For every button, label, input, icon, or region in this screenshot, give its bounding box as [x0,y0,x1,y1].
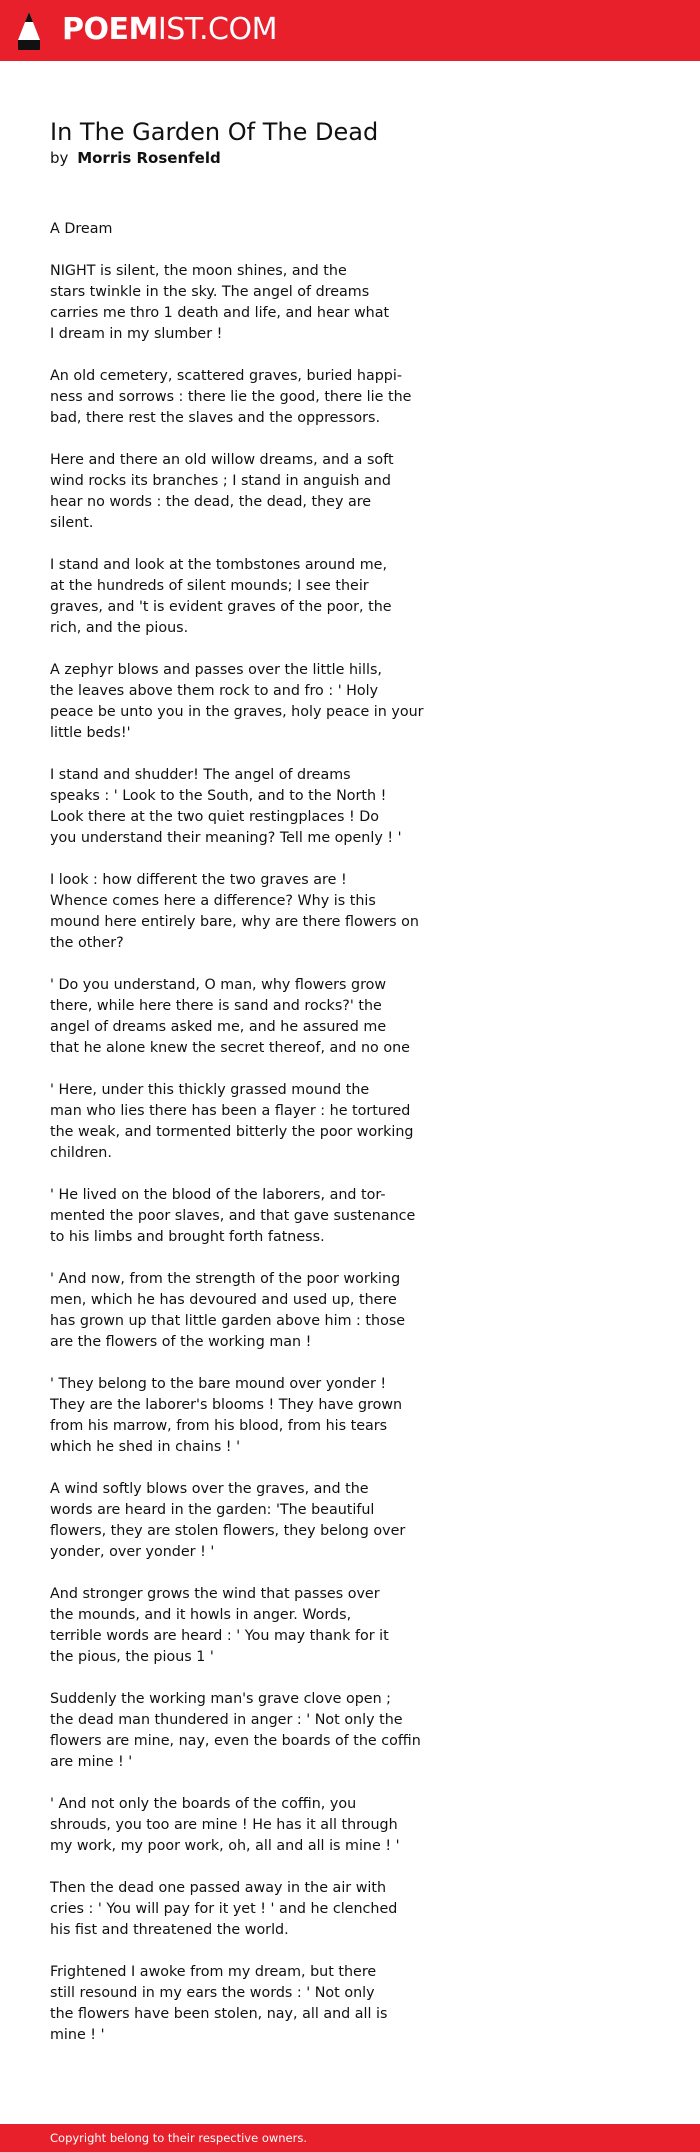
poem-line: I stand and look at the tombstones around me, [50,557,387,573]
copyright-notice: Copyright belong to their respective owners. [50,2131,308,2145]
poem-line: ' They belong to the bare mound over yonder ! [50,1376,387,1392]
poem-line: the leaves above them rock to and fro : ' Holy [50,683,379,699]
poem-line: at the hundreds of silent mounds; I see their [50,578,369,594]
poem-line: mine ! ' [50,2027,105,2043]
site-footer [0,2124,700,2152]
poem-title: In The Garden Of The Dead [50,118,379,146]
poem-line: to his limbs and brought forth fatness. [50,1229,325,1245]
stanza [50,1374,430,1458]
poem-line: I dream in my slumber ! [50,326,223,342]
poem-line: yonder, over yonder ! ' [50,1544,215,1560]
stanza [50,450,430,534]
poem-line: the other? [50,935,124,951]
pencil-logo-icon[interactable] [16,10,42,52]
stanza [50,1269,430,1353]
poem-line: men, which he has devoured and used up, there [50,1292,397,1308]
poem-line: A zephyr blows and passes over the little hills, [50,662,382,678]
poem-line: are mine ! ' [50,1754,133,1770]
stanza [50,1479,430,1563]
poem-line: wind rocks its branches ; I stand in anguish and [50,473,391,489]
poem-line: Then the dead one passed away in the air with [50,1880,387,1896]
poem-line: my work, my poor work, oh, all and all is mine ! ' [50,1838,400,1854]
poem-line: graves, and 't is evident graves of the poor, the [50,599,392,615]
poem-line: flowers, they are stolen flowers, they belong over [50,1523,406,1539]
site-header [0,0,700,61]
stanza [50,1962,430,2046]
author-link[interactable]: Morris Rosenfeld [77,149,221,167]
poem-line: his fist and threatened the world. [50,1922,289,1938]
poem-line: ' And now, from the strength of the poor working [50,1271,401,1287]
poem-line: ness and sorrows : there lie the good, there lie the [50,389,412,405]
poem-line: from his marrow, from his blood, from his tears [50,1418,388,1434]
stanza [50,765,430,849]
logo-text-bold: POEM [62,12,158,47]
poem-line: the weak, and tormented bitterly the poor working [50,1124,414,1140]
poem-line: silent. [50,515,94,531]
stanza [50,219,430,240]
poem-line: ' He lived on the blood of the laborers, and tor- [50,1187,386,1203]
poem-line: Here and there an old willow dreams, and a soft [50,452,394,468]
poem-line: mound here entirely bare, why are there flowers on [50,914,419,930]
stanza [50,1080,430,1164]
poem-line: shrouds, you too are mine ! He has it all through [50,1817,398,1833]
poem-line: you understand their meaning? Tell me openly ! ' [50,830,402,846]
poem-line: I stand and shudder! The angel of dreams [50,767,351,783]
poem-line: children. [50,1145,112,1161]
stanza [50,870,430,954]
poem-line: bad, there rest the slaves and the oppressors. [50,410,380,426]
poem-line: angel of dreams asked me, and he assured me [50,1019,387,1035]
poem-line: ' And not only the boards of the coffin, you [50,1796,357,1812]
stanza [50,975,430,1059]
poem-line: little beds!' [50,725,131,741]
poem-line: An old cemetery, scattered graves, buried happi- [50,368,403,384]
poem-line: mented the poor slaves, and that gave sustenance [50,1208,416,1224]
poem-line: terrible words are heard : ' You may thank for it [50,1628,389,1644]
poem-line: hear no words : the dead, the dead, they are [50,494,372,510]
poem-line: which he shed in chains ! ' [50,1439,241,1455]
poem-line: They are the laborer's blooms ! They have grown [50,1397,403,1413]
poem-line: flowers are mine, nay, even the boards of the coffin [50,1733,421,1749]
poem-body [50,219,430,2067]
poem-line: are the flowers of the working man ! [50,1334,312,1350]
poem-line: peace be unto you in the graves, holy peace in your [50,704,424,720]
poem-line: there, while here there is sand and rocks?' the [50,998,382,1014]
poem-line: ' Here, under this thickly grassed mound the [50,1082,370,1098]
poem-line: A Dream [50,221,113,237]
poem-line: And stronger grows the wind that passes over [50,1586,380,1602]
poem-line: the pious, the pious 1 ' [50,1649,214,1665]
stanza [50,366,430,429]
poem-line: cries : ' You will pay for it yet ! ' and he clenched [50,1901,398,1917]
stanza [50,1878,430,1941]
stanza [50,1689,430,1773]
stanza [50,1584,430,1668]
poem-line: words are heard in the garden: 'The beautiful [50,1502,375,1518]
poem-line: A wind softly blows over the graves, and the [50,1481,369,1497]
poem-line: the dead man thundered in anger : ' Not only the [50,1712,403,1728]
stanza [50,555,430,639]
poem-line: Suddenly the working man's grave clove open ; [50,1691,391,1707]
poem-line: has grown up that little garden above him : those [50,1313,406,1329]
poem-line: Look there at the two quiet restingplaces ! Do [50,809,379,825]
stanza [50,261,430,345]
logo-text-light: IST.COM [157,12,277,47]
poem-line: Whence comes here a difference? Why is this [50,893,376,909]
poem-line: carries me thro 1 death and life, and hear what [50,305,390,321]
poem-line: I look : how different the two graves are ! [50,872,347,888]
poem-line: speaks : ' Look to the South, and to the North ! [50,788,387,804]
poem-line: stars twinkle in the sky. The angel of dreams [50,284,370,300]
poem-line: the mounds, and it howls in anger. Words, [50,1607,352,1623]
poem-line: the flowers have been stolen, nay, all and all is [50,2006,388,2022]
stanza [50,660,430,744]
poem-line: Frightened I awoke from my dream, but there [50,1964,377,1980]
stanza [50,1185,430,1248]
poem-line: ' Do you understand, O man, why flowers grow [50,977,387,993]
byline [50,147,221,169]
poem-line: that he alone knew the secret thereof, and no one [50,1040,410,1056]
poem-line: NIGHT is silent, the moon shines, and the [50,263,347,279]
poem-line: man who lies there has been a flayer : he tortured [50,1103,411,1119]
byline-prefix: by [50,149,69,167]
site-logo-link[interactable] [62,12,277,48]
poem-line: rich, and the pious. [50,620,189,636]
stanza [50,1794,430,1857]
poem-line: still resound in my ears the words : ' Not only [50,1985,375,2001]
